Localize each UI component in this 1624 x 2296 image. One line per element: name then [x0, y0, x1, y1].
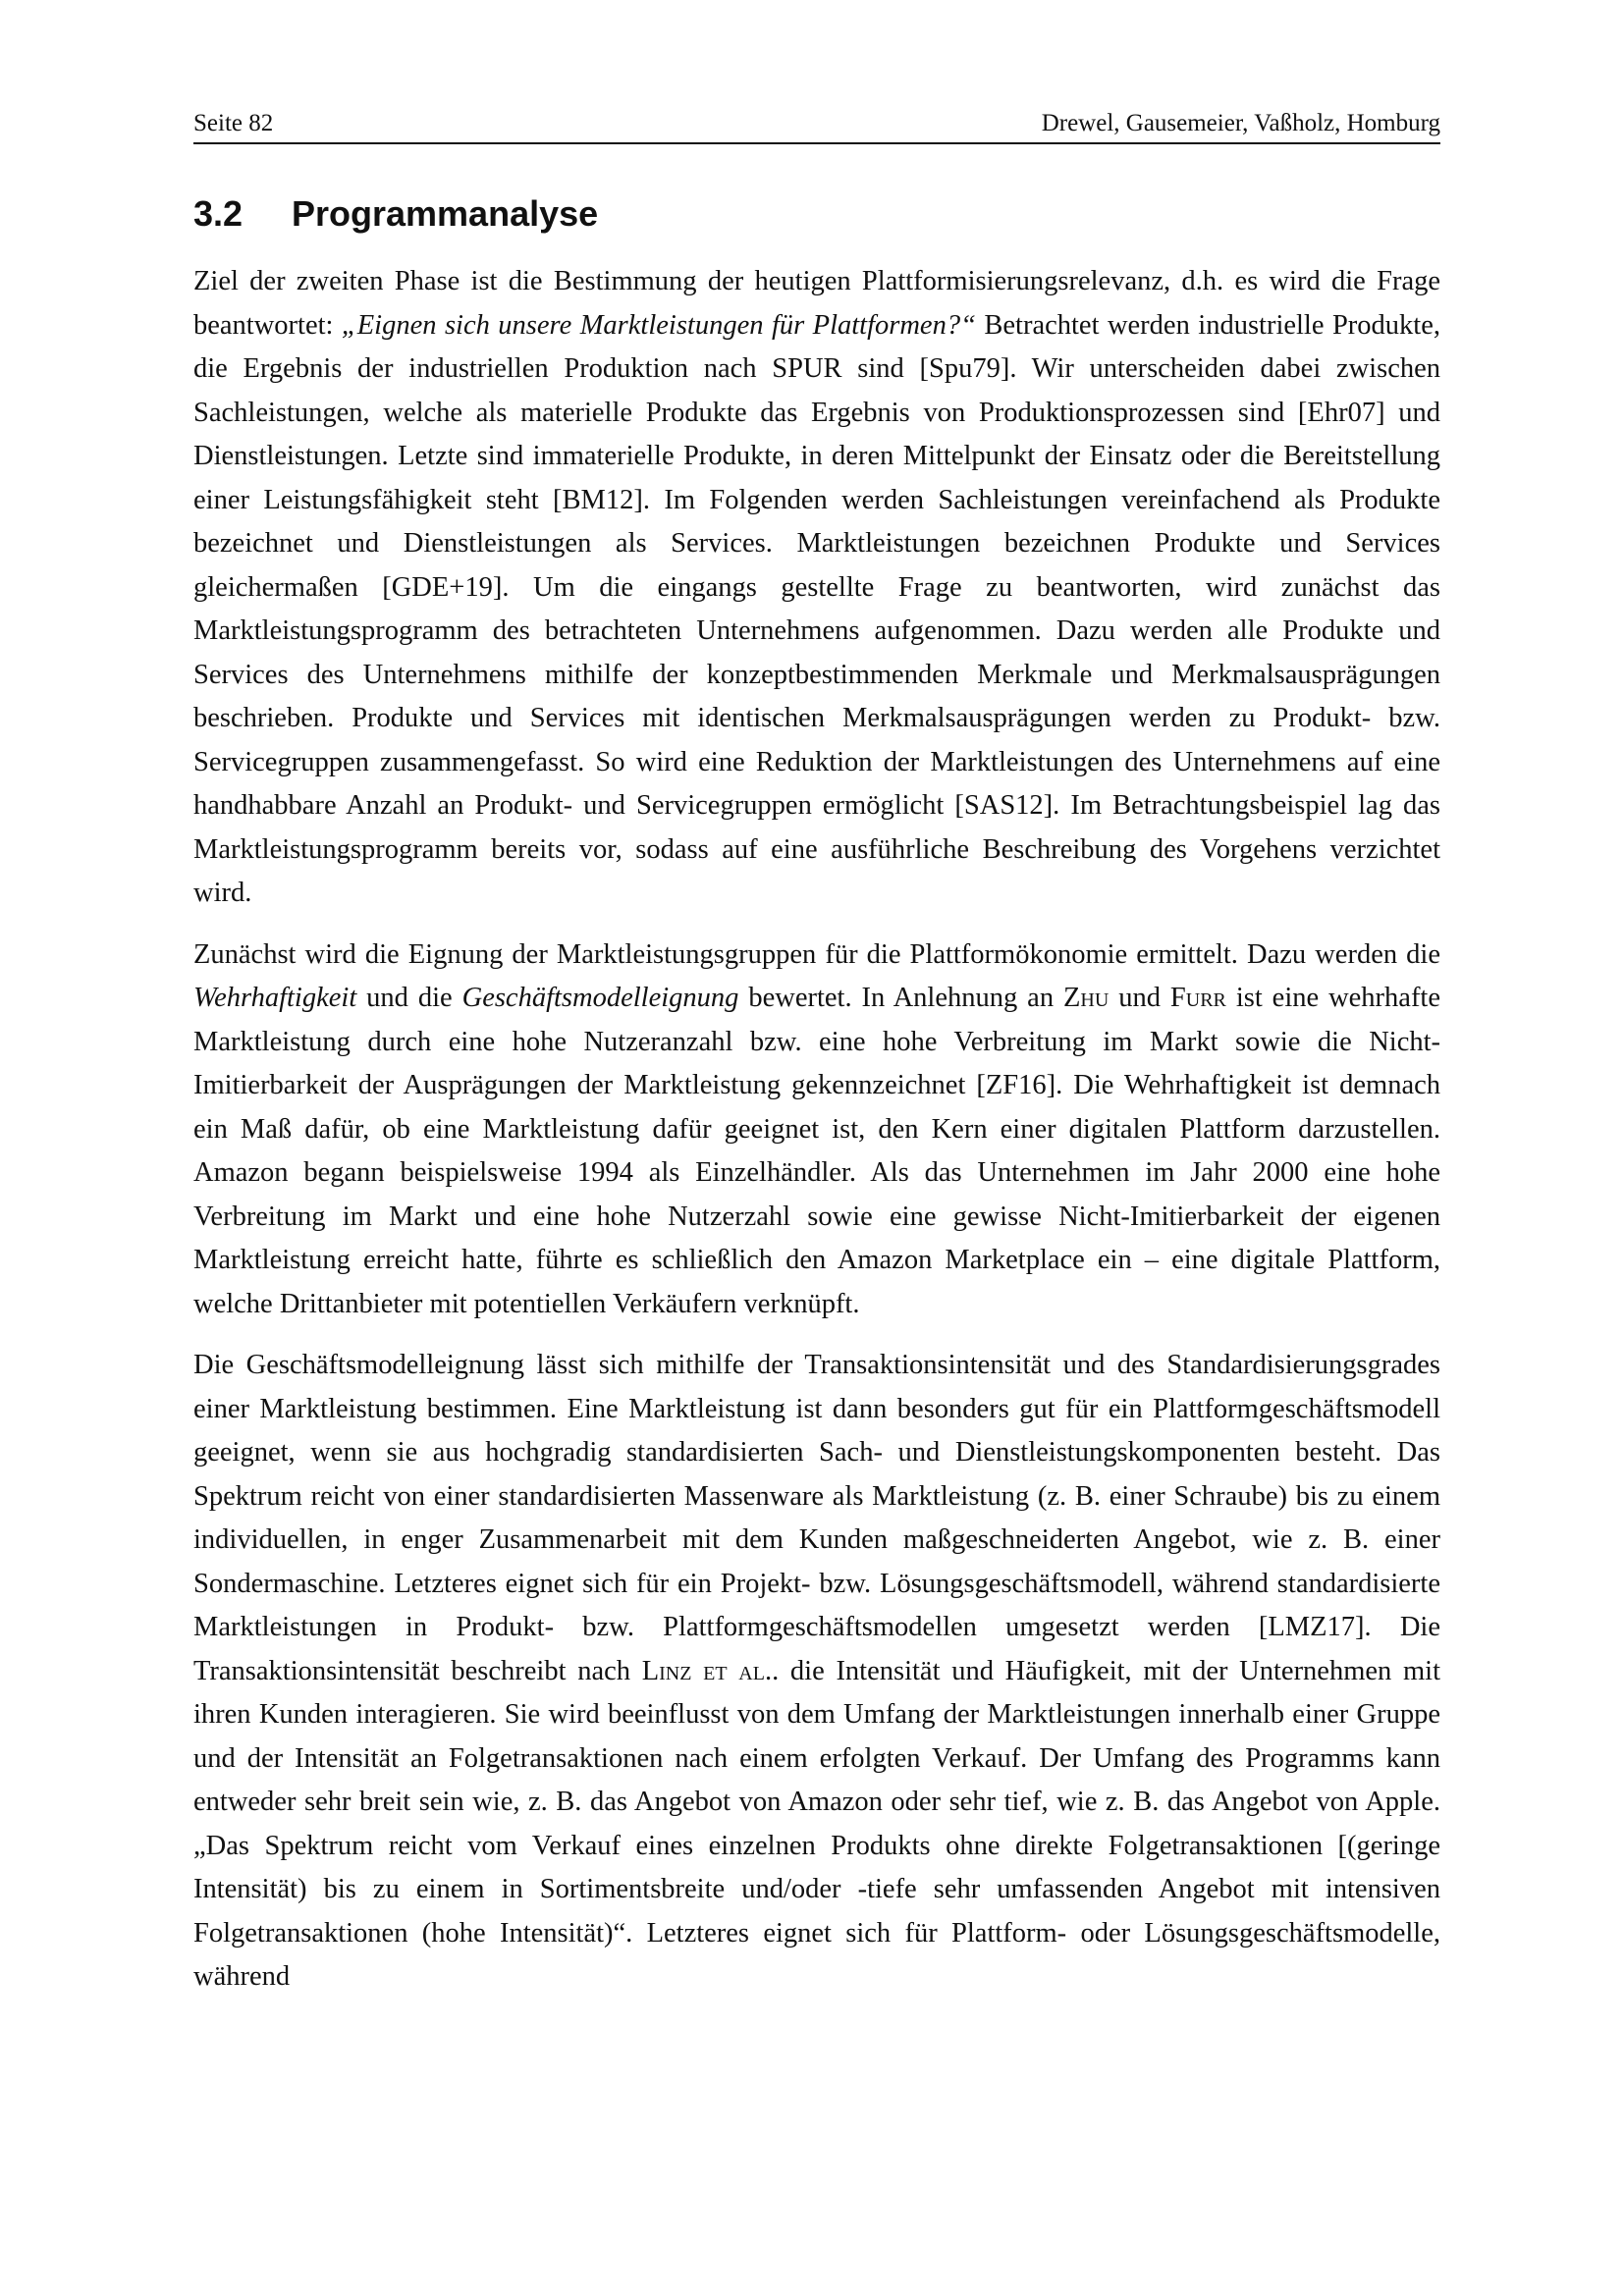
section-number: 3.2 — [193, 193, 244, 234]
header-rule — [193, 142, 1440, 144]
p2-author-furr: Furr — [1169, 983, 1226, 1013]
header-authors: Drewel, Gausemeier, Vaßholz, Homburg — [1041, 110, 1440, 136]
section-heading — [193, 192, 598, 236]
body-text — [193, 260, 1440, 2017]
p3-text-2: . die Intensität und Häufigkeit, mit der Unternehmen mit ihren Kunden interagieren. Sie wird beeinflusst von dem Umfang der Marktleistungen innerhalb einer Gruppe und der Intensität an Folgetransaktionen nach einem erfolgten Verkauf. Der Umfang des Programms kann entweder sehr breit sein wie, z. B. das Angebot von Amazon oder sehr tief, wie z. B. das Angebot von Apple. „Das Spektrum reicht vom Verkauf eines einzelnen Produkts ohne direkte Folgetransaktionen [(geringe Intensität) bis zu einem in Sortimentsbreite und/oder -tiefe sehr umfassenden Angebot mit intensiven Folgetransaktionen (hohe Intensität)“. Letzteres eignet sich für Plattform- oder Lösungsgeschäftsmodelle, während — [193, 1655, 1440, 1992]
p1-text-1: Ziel der zweiten Phase ist die Bestimmung der heutigen Plattformisierungsrelevanz, d.h. es wird die Frage beantwortet: — [193, 266, 1440, 341]
p1-text-2: Betrachtet werden industrielle Produkte, die Ergebnis der industriellen Produktion nach SPUR sind [Spu79]. Wir unterscheiden dabei zwischen Sachleistungen, welche als materielle Produkte das Ergebnis von Produktionsprozessen sind [Ehr07] und Dienstleistungen. Letzte sind immaterielle Produkte, in deren Mittelpunkt der Einsatz oder die Bereitstellung einer Leistungsfähigkeit steht [BM12]. Im Folgenden werden Sachleistungen vereinfachend als Produkte bezeichnet und Dienstleistungen als Services. Marktleistungen bezeichnen Produkte und Services gleichermaßen [GDE+19]. Um die eingangs gestellte Frage zu beantworten, wird zunächst das Marktleistungsprogramm des betrachteten Unternehmens aufgenommen. Dazu werden alle Produkte und Services des Unternehmens mithilfe der konzeptbestimmenden Merkmale und Merkmalsausprägungen beschrieben. Produkte und Services mit identischen Merkmalsausprägungen werden zu Produkt- bzw. Servicegruppen zusammengefasst. So wird eine Reduktion der Marktleistungen des Unternehmens auf eine handhabbare Anzahl an Produkt- und Servicegruppen ermöglicht [SAS12]. Im Betrachtungsbeispiel lag das Marktleistungsprogramm bereits vor, sodass auf eine ausführliche Beschreibung des Vorgehens verzichtet wird. — [193, 309, 1440, 908]
paragraph-3 — [193, 1344, 1440, 2000]
p2-text-3: bewertet. In Anlehnung an — [738, 983, 1063, 1013]
section-title: Programmanalyse — [292, 193, 599, 234]
paragraph-1 — [193, 260, 1440, 916]
p2-text-4: und — [1109, 983, 1170, 1013]
p1-question: „Eignen sich unsere Marktleistungen für Plattformen?“ — [341, 309, 976, 341]
p2-emph-wehrhaftigkeit: Wehrhaftigkeit — [193, 983, 357, 1013]
p2-author-zhu: Zhu — [1063, 983, 1110, 1013]
p2-text-2: und die — [356, 983, 462, 1013]
p2-text-5: ist eine wehrhafte Marktleistung durch eine hohe Nutzeranzahl bzw. eine hohe Verbreitung im Markt sowie die Nicht-Imitierbarkeit der Ausprägungen der Marktleistung gekennzeichnet [ZF16]. Die Wehrhaftigkeit ist demnach ein Maß dafür, ob eine Marktleistung dafür geeignet ist, den Kern einer digitalen Plattform darzustellen. Amazon begann beispielsweise 1994 als Einzelhändler. Als das Unternehmen im Jahr 2000 eine hohe Verbreitung im Markt und eine hohe Nutzerzahl sowie eine gewisse Nicht-Imitierbarkeit der eigenen Marktleistung erreicht hatte, führte es schließlich den Amazon Marketplace ein – eine digitale Plattform, welche Drittanbieter mit potentiellen Verkäufern verknüpft. — [193, 983, 1440, 1319]
paragraph-2 — [193, 934, 1440, 1327]
p2-emph-geschaeftsmodelleignung: Geschäftsmodelleignung — [461, 983, 739, 1013]
p2-text-1: Zunächst wird die Eignung der Marktleistungsgruppen für die Plattformökonomie ermittelt. Dazu werden die — [193, 938, 1440, 970]
p3-author-linz: Linz et al. — [641, 1655, 773, 1686]
p3-text-1: Die Geschäftsmodelleignung lässt sich mithilfe der Transaktionsintensität und des Standardisierungsgrades einer Marktleistung bestimmen. Eine Marktleistung ist dann besonders gut für ein Plattformgeschäftsmodell geeignet, wenn sie aus hochgradig standardisierten Sach- und Dienstleistungskomponenten besteht. Das Spektrum reicht von einer standardisierten Massenware als Marktleistung (z. B. einer Schraube) bis zu einem individuellen, in enger Zusammenarbeit mit dem Kunden maßgeschneiderten Angebot, wie z. B. einer Sondermaschine. Letzteres eignet sich für ein Projekt- bzw. Lösungsgeschäftsmodell, während standardisierte Marktleistungen in Produkt- bzw. Plattformgeschäftsmodellen umgesetzt werden [LMZ17]. Die Transaktionsintensität beschreibt nach — [193, 1350, 1440, 1686]
page-number: Seite 82 — [193, 110, 274, 136]
